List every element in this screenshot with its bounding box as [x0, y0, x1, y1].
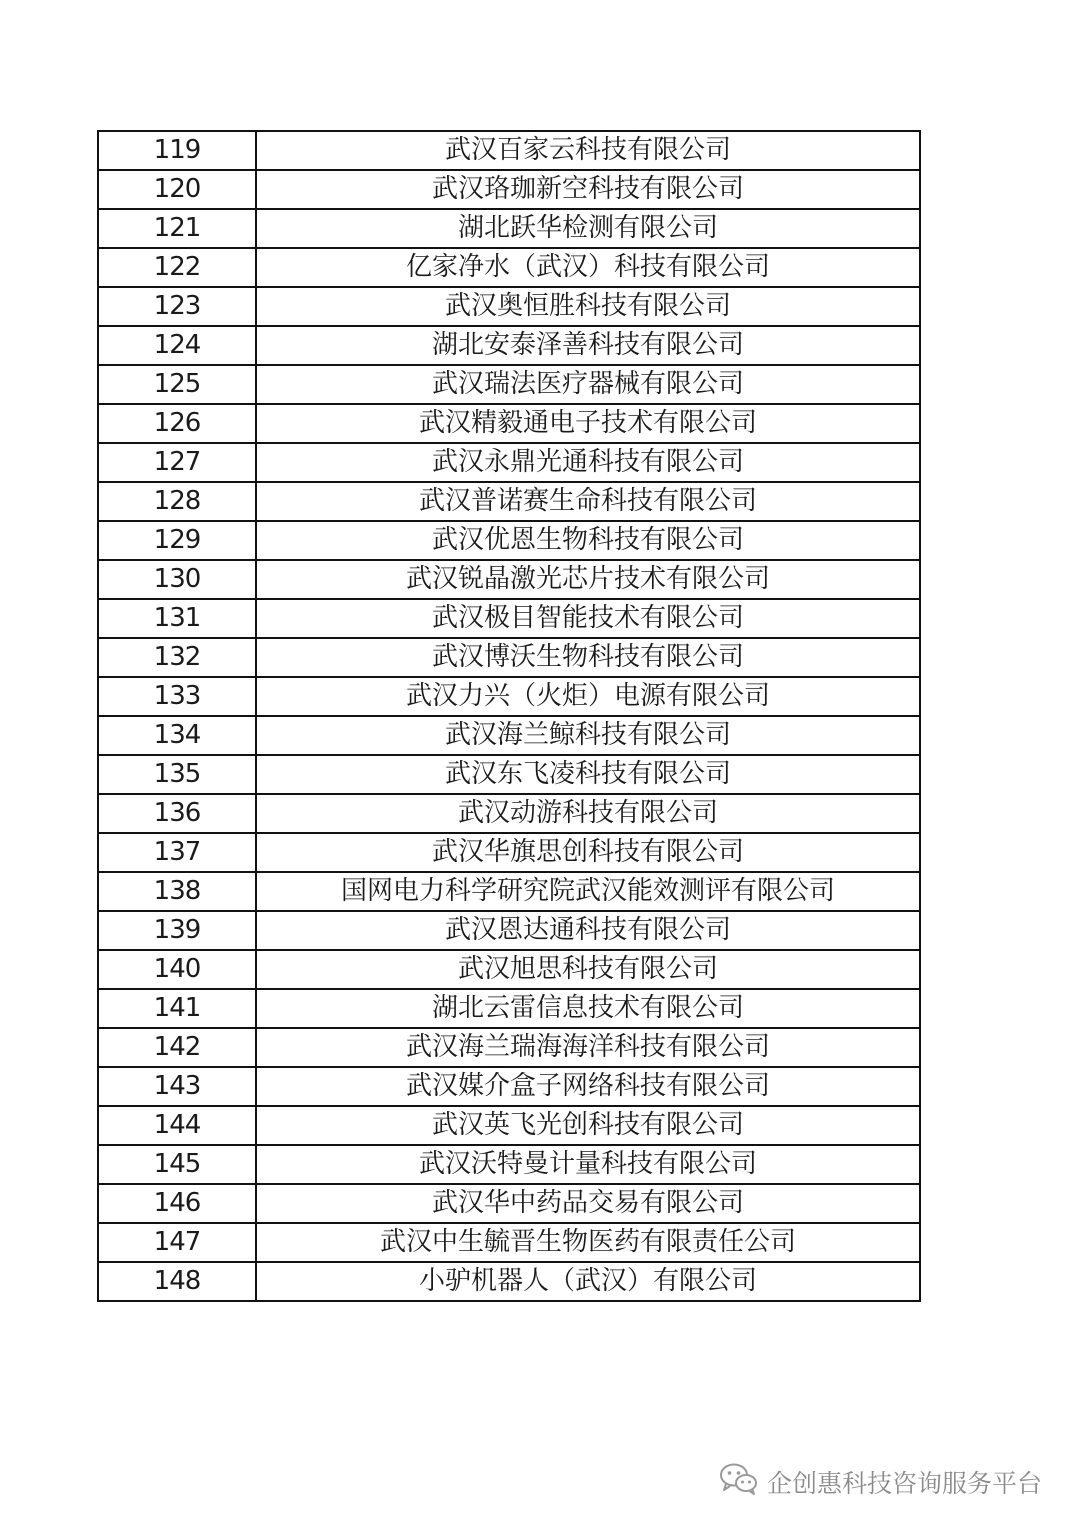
row-number: 135: [98, 755, 256, 794]
row-number: 143: [98, 1067, 256, 1106]
row-number: 123: [98, 287, 256, 326]
table-row: [98, 638, 920, 677]
company-name: 湖北安泰泽善科技有限公司: [256, 326, 920, 365]
company-name: 武汉海兰瑞海海洋科技有限公司: [256, 1028, 920, 1067]
table-row: [98, 560, 920, 599]
row-number: 127: [98, 443, 256, 482]
row-number: 142: [98, 1028, 256, 1067]
table-row: [98, 1067, 920, 1106]
row-number: 137: [98, 833, 256, 872]
company-name: 武汉奥恒胜科技有限公司: [256, 287, 920, 326]
table-row: [98, 131, 920, 170]
table-row: [98, 482, 920, 521]
row-number: 134: [98, 716, 256, 755]
table-row: [98, 404, 920, 443]
row-number: 130: [98, 560, 256, 599]
row-number: 139: [98, 911, 256, 950]
table-row: [98, 677, 920, 716]
row-number: 138: [98, 872, 256, 911]
table-row: [98, 365, 920, 404]
company-name: 武汉华中药品交易有限公司: [256, 1184, 920, 1223]
table-row: [98, 911, 920, 950]
table-body: [98, 131, 920, 1301]
row-number: 144: [98, 1106, 256, 1145]
row-number: 146: [98, 1184, 256, 1223]
row-number: 128: [98, 482, 256, 521]
table-row: [98, 1262, 920, 1301]
row-number: 141: [98, 989, 256, 1028]
company-name: 武汉媒介盒子网络科技有限公司: [256, 1067, 920, 1106]
company-name: 武汉东飞凌科技有限公司: [256, 755, 920, 794]
company-name: 武汉旭思科技有限公司: [256, 950, 920, 989]
row-number: 147: [98, 1223, 256, 1262]
table-row: [98, 1028, 920, 1067]
row-number: 145: [98, 1145, 256, 1184]
company-name: 武汉优恩生物科技有限公司: [256, 521, 920, 560]
company-name: 武汉锐晶激光芯片技术有限公司: [256, 560, 920, 599]
table-row: [98, 872, 920, 911]
company-name: 武汉珞珈新空科技有限公司: [256, 170, 920, 209]
table-row: [98, 1184, 920, 1223]
company-name: 湖北云雷信息技术有限公司: [256, 989, 920, 1028]
table-row: [98, 287, 920, 326]
table-row: [98, 443, 920, 482]
table-row: [98, 794, 920, 833]
table-row: [98, 170, 920, 209]
row-number: 126: [98, 404, 256, 443]
table-row: [98, 248, 920, 287]
table-row: [98, 1223, 920, 1262]
company-name: 武汉精毅通电子技术有限公司: [256, 404, 920, 443]
company-name: 武汉英飞光创科技有限公司: [256, 1106, 920, 1145]
row-number: 122: [98, 248, 256, 287]
company-name: 武汉海兰鲸科技有限公司: [256, 716, 920, 755]
table-row: [98, 599, 920, 638]
row-number: 131: [98, 599, 256, 638]
row-number: 120: [98, 170, 256, 209]
table-row: [98, 833, 920, 872]
row-number: 140: [98, 950, 256, 989]
company-name: 武汉动游科技有限公司: [256, 794, 920, 833]
row-number: 136: [98, 794, 256, 833]
row-number: 125: [98, 365, 256, 404]
company-name: 武汉极目智能技术有限公司: [256, 599, 920, 638]
company-name: 武汉中生毓晋生物医药有限责任公司: [256, 1223, 920, 1262]
table-row: [98, 326, 920, 365]
row-number: 121: [98, 209, 256, 248]
company-name: 小驴机器人（武汉）有限公司: [256, 1262, 920, 1301]
row-number: 119: [98, 131, 256, 170]
company-name: 武汉瑞法医疗器械有限公司: [256, 365, 920, 404]
table-row: [98, 1106, 920, 1145]
row-number: 132: [98, 638, 256, 677]
company-name: 武汉永鼎光通科技有限公司: [256, 443, 920, 482]
company-name: 武汉恩达通科技有限公司: [256, 911, 920, 950]
company-list-table: [97, 130, 921, 1302]
company-name: 武汉华旗思创科技有限公司: [256, 833, 920, 872]
table-row: [98, 521, 920, 560]
wechat-icon: [719, 1462, 759, 1502]
company-name: 武汉百家云科技有限公司: [256, 131, 920, 170]
table-row: [98, 209, 920, 248]
company-name: 武汉沃特曼计量科技有限公司: [256, 1145, 920, 1184]
row-number: 124: [98, 326, 256, 365]
company-name: 国网电力科学研究院武汉能效测评有限公司: [256, 872, 920, 911]
company-name: 亿家净水（武汉）科技有限公司: [256, 248, 920, 287]
row-number: 133: [98, 677, 256, 716]
row-number: 129: [98, 521, 256, 560]
table-row: [98, 1145, 920, 1184]
company-name: 湖北跃华检测有限公司: [256, 209, 920, 248]
company-name: 武汉普诺赛生命科技有限公司: [256, 482, 920, 521]
table-row: [98, 755, 920, 794]
table-row: [98, 716, 920, 755]
company-name: 武汉力兴（火炬）电源有限公司: [256, 677, 920, 716]
watermark-text: 企创惠科技咨询服务平台: [766, 1469, 1042, 1498]
company-name: 武汉博沃生物科技有限公司: [256, 638, 920, 677]
row-number: 148: [98, 1262, 256, 1301]
watermark: [719, 1462, 1042, 1502]
table-row: [98, 950, 920, 989]
table-row: [98, 989, 920, 1028]
